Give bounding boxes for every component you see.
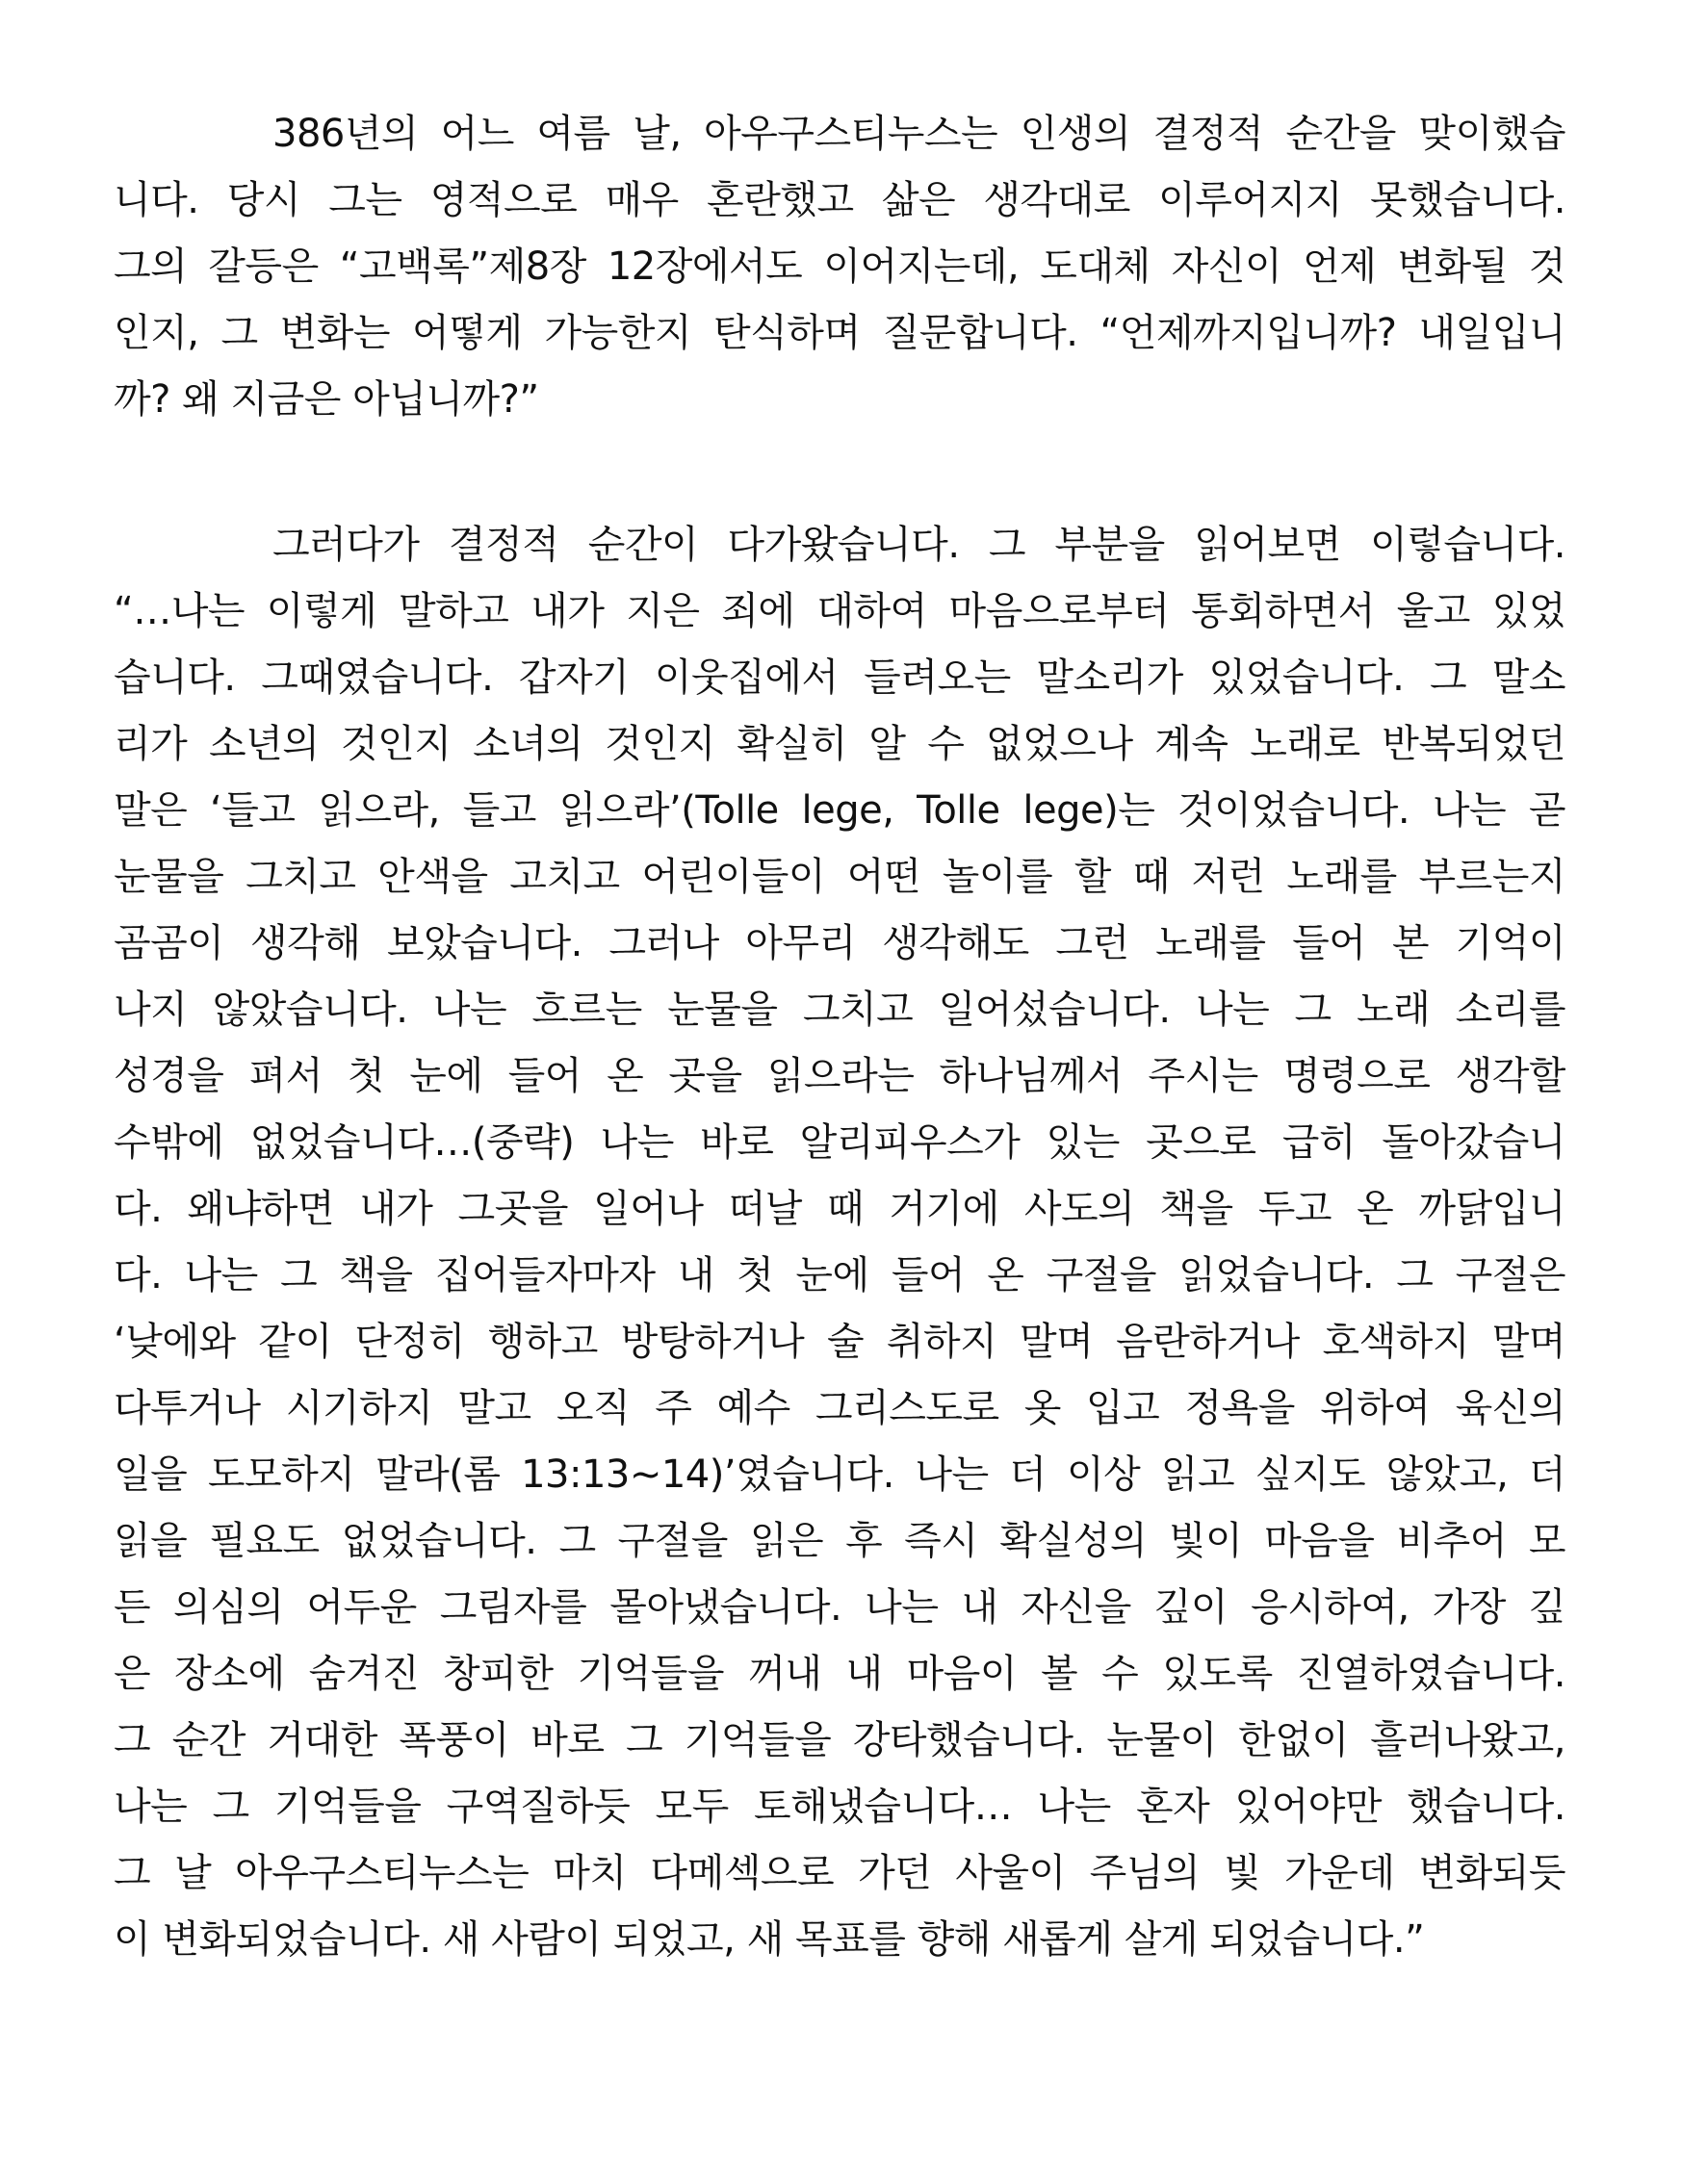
text-line: 다. 왜냐하면 내가 그곳을 일어나 떠날 때 거기에 사도의 책을 두고 온 까닭입니	[114, 1187, 1565, 1231]
text-line: 성경을 펴서 첫 눈에 들어 온 곳을 읽으라는 하나님께서 주시는 명령으로 생각할	[114, 1054, 1565, 1098]
text-line: 은 장소에 숨겨진 창피한 기억들을 꺼내 내 마음이 볼 수 있도록 진열하였습니다.	[114, 1652, 1565, 1696]
text-line: 386년의 어느 여름 날, 아우구스티누스는 인생의 결정적 순간을 맞이했습	[272, 112, 1565, 156]
text-line: ‘낮에와 같이 단정히 행하고 방탕하거나 술 취하지 말며 음란하거나 호색하지 말며	[114, 1320, 1565, 1364]
text-line: 든 의심의 어두운 그림자를 몰아냈습니다. 나는 내 자신을 깊이 응시하여, 가장 깊	[114, 1585, 1565, 1630]
text-line: 눈물을 그치고 안색을 고치고 어린이들이 어떤 놀이를 할 때 저런 노래를 부르는지	[114, 855, 1565, 899]
text-line: 말은 ‘들고 읽으라, 들고 읽으라’(Tolle lege, Tolle lege)는 것이었습니다. 나는 곧	[114, 788, 1565, 833]
text-line: 리가 소년의 것인지 소녀의 것인지 확실히 알 수 없었으나 계속 노래로 반복되었던	[114, 722, 1565, 766]
text-line: 수밖에 없었습니다…(중략) 나는 바로 알리피우스가 있는 곳으로 급히 돌아갔습니	[114, 1120, 1565, 1165]
document-page	[114, 101, 1565, 1973]
text-line: “…나는 이렇게 말하고 내가 지은 죄에 대하여 마음으로부터 통회하면서 울고 있었	[114, 589, 1565, 633]
text-line: 그 날 아우구스티누스는 마치 다메섹으로 가던 사울이 주님의 빛 가운데 변화되듯	[114, 1851, 1565, 1895]
text-line: 그 순간 거대한 폭풍이 바로 그 기억들을 강타했습니다. 눈물이 한없이 흘러나왔고,	[114, 1718, 1565, 1762]
text-line: 나는 그 기억들을 구역질하듯 모두 토해냈습니다… 나는 혼자 있어야만 했습니다.	[114, 1785, 1565, 1829]
text-line: 일을 도모하지 말라(롬 13:13~14)’였습니다. 나는 더 이상 읽고 싶지도 않았고, 더	[114, 1452, 1565, 1497]
paragraph-spacer	[114, 433, 1565, 512]
text-line: 나지 않았습니다. 나는 흐르는 눈물을 그치고 일어섰습니다. 나는 그 노래 소리를	[114, 988, 1565, 1032]
paragraph-1	[114, 101, 1565, 433]
text-line: 니다. 당시 그는 영적으로 매우 혼란했고 삶은 생각대로 이루어지지 못했습니다.	[114, 178, 1565, 222]
text-line: 그러다가 결정적 순간이 다가왔습니다. 그 부분을 읽어보면 이렇습니다.	[272, 523, 1565, 567]
text-line: 습니다. 그때였습니다. 갑자기 이웃집에서 들려오는 말소리가 있었습니다. 그 말소	[114, 655, 1565, 700]
text-line: 다투거나 시기하지 말고 오직 주 예수 그리스도로 옷 입고 정욕을 위하여 육신의	[114, 1386, 1565, 1430]
text-line: 곰곰이 생각해 보았습니다. 그러나 아무리 생각해도 그런 노래를 들어 본 기억이	[114, 921, 1565, 965]
paragraph-2	[114, 512, 1565, 1973]
text-line: 까? 왜 지금은 아닙니까?”	[114, 377, 539, 422]
text-line: 이 변화되었습니다. 새 사람이 되었고, 새 목표를 향해 새롭게 살게 되었습니다.”	[114, 1917, 1425, 1962]
text-line: 읽을 필요도 없었습니다. 그 구절을 읽은 후 즉시 확실성의 빛이 마음을 비추어 모	[114, 1519, 1565, 1563]
text-line: 그의 갈등은 “고백록”제8장 12장에서도 이어지는데, 도대체 자신이 언제 변화될 것	[114, 244, 1565, 289]
text-line: 인지, 그 변화는 어떻게 가능한지 탄식하며 질문합니다. “언제까지입니까? 내일입니	[114, 311, 1565, 355]
text-line: 다. 나는 그 책을 집어들자마자 내 첫 눈에 들어 온 구절을 읽었습니다. 그 구절은	[114, 1253, 1565, 1298]
